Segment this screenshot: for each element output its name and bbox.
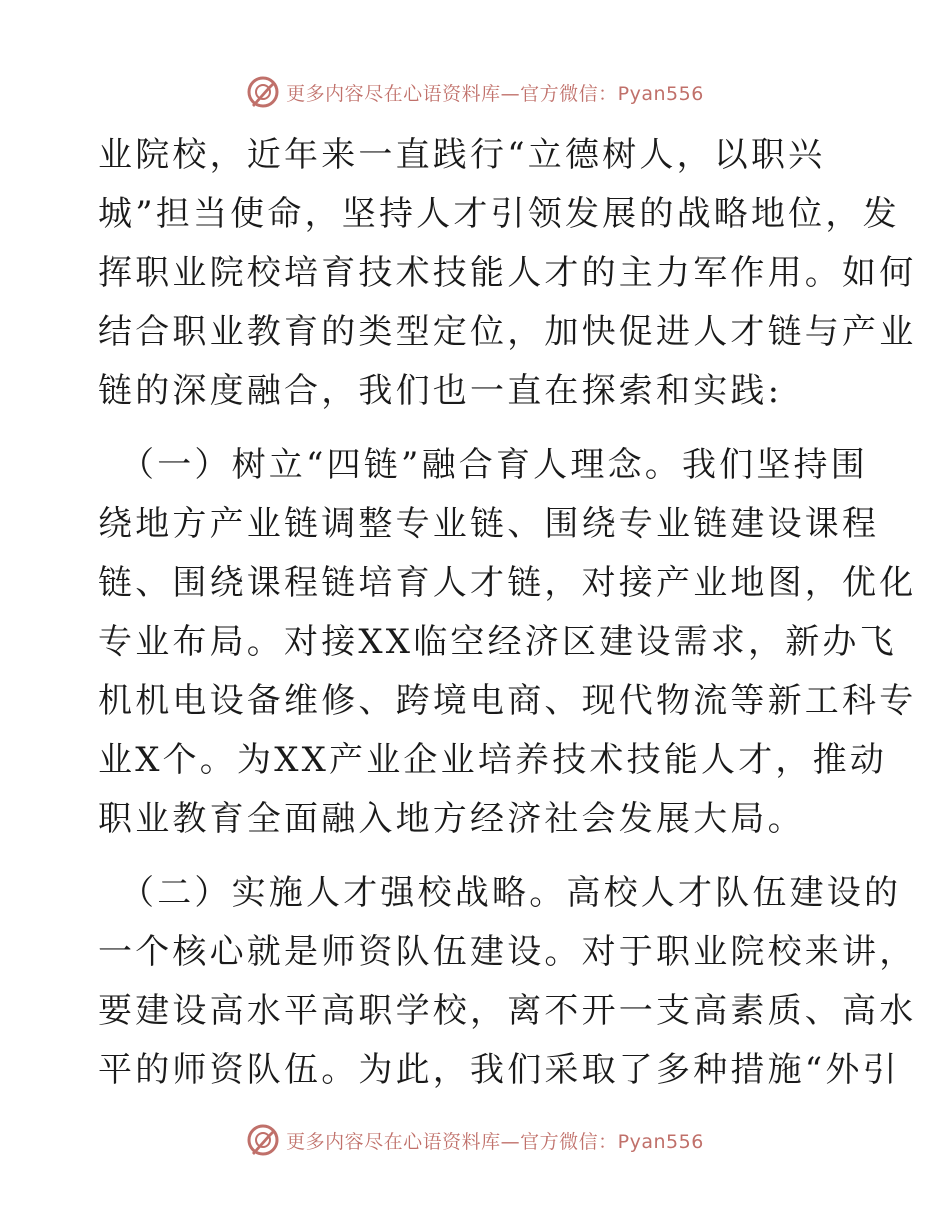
header-watermark bbox=[0, 72, 950, 112]
paragraph-1 bbox=[98, 126, 917, 421]
text-line: 平的师资队伍。为此，我们采取了多种措施“外引 bbox=[98, 1050, 900, 1090]
text-line: 挥职业院校培育技术技能人才的主力军作用。如何 bbox=[98, 253, 917, 293]
text-line: 绕地方产业链调整专业链、围绕专业链建设课程 bbox=[98, 504, 880, 544]
watermark-text: 更多内容尽在心语资料库—官方微信：Pyan556 bbox=[286, 82, 704, 105]
text-line: 业X个。为XX产业企业培养技术技能人才，推动 bbox=[98, 740, 888, 780]
text-line: 业院校，近年来一直践行“立德树人，以职兴 bbox=[98, 135, 826, 175]
text-line: 职业教育全面融入地方经济社会发展大局。 bbox=[98, 799, 805, 839]
text-line: 专业布局。对接XX临空经济区建设需求，新办飞 bbox=[98, 622, 897, 662]
text-line: 结合职业教育的类型定位，加快促进人才链与产业 bbox=[98, 312, 917, 352]
text-line: 链的深度融合，我们也一直在探索和实践: bbox=[98, 371, 783, 411]
document-body bbox=[98, 126, 917, 1100]
pen-logo-icon bbox=[246, 1123, 280, 1157]
text-line: （二）实施人才强校战略。高校人才队伍建设的 bbox=[120, 873, 902, 913]
paragraph-3 bbox=[98, 864, 917, 1100]
pen-logo-icon bbox=[246, 75, 280, 109]
text-line: 链、围绕课程链培育人才链，对接产业地图，优化 bbox=[98, 563, 917, 603]
text-line: 一个核心就是师资队伍建设。对于职业院校来讲， bbox=[98, 932, 917, 972]
text-line: 机机电设备维修、跨境电商、现代物流等新工科专 bbox=[98, 681, 917, 721]
text-line: 要建设高水平高职学校，离不开一支高素质、高水 bbox=[98, 991, 917, 1031]
text-line: 城”担当使命，坚持人才引领发展的战略地位，发 bbox=[98, 194, 900, 234]
watermark-text: 更多内容尽在心语资料库—官方微信：Pyan556 bbox=[286, 1130, 704, 1153]
paragraph-2 bbox=[98, 436, 917, 849]
text-line: （一）树立“四链”融合育人理念。我们坚持围 bbox=[120, 445, 868, 485]
footer-watermark bbox=[0, 1120, 950, 1160]
